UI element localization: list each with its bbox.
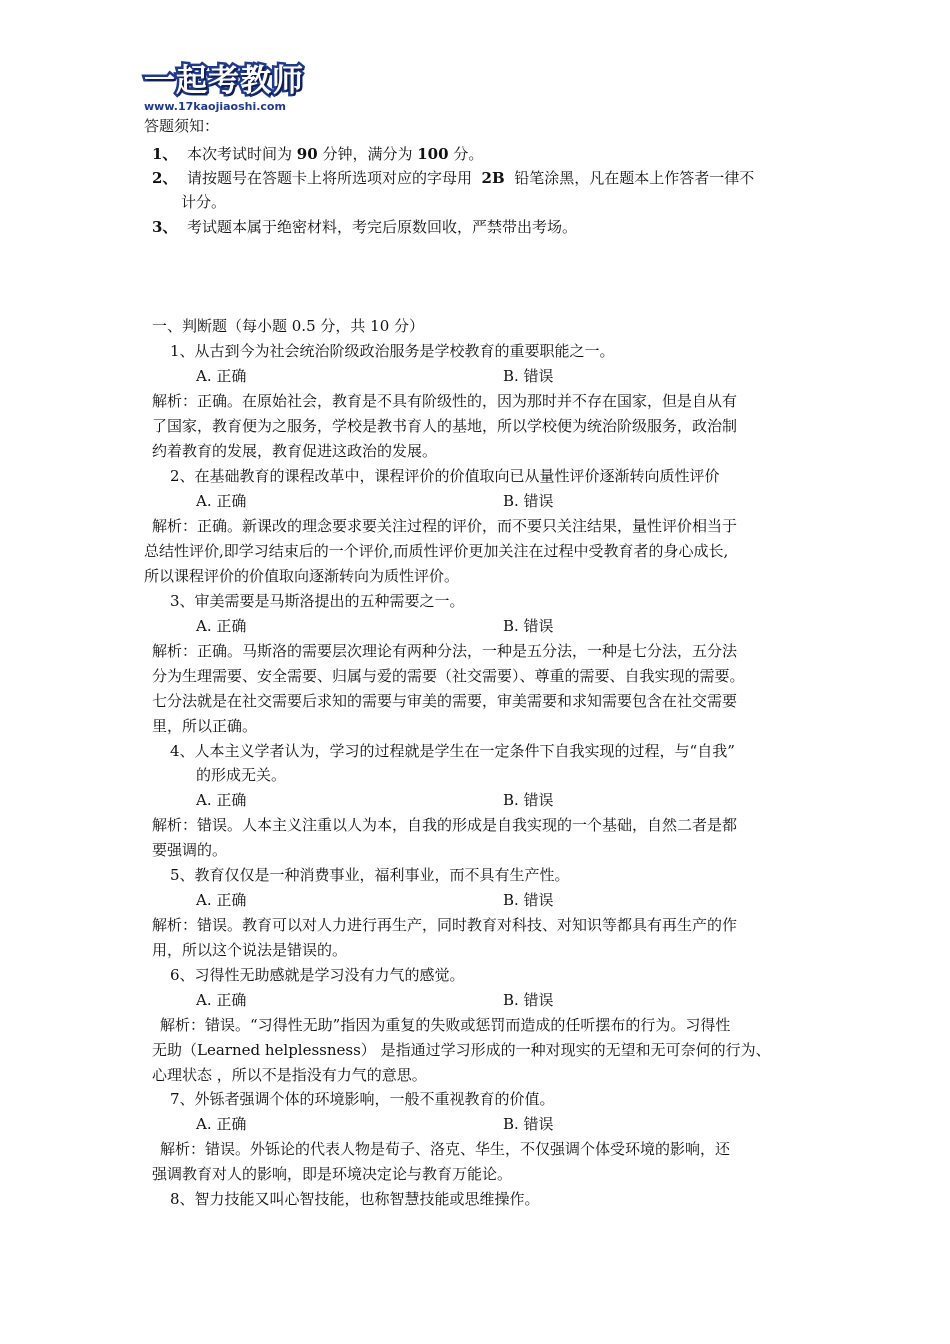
answer-6-line: 无助（Learned helplessness） 是指通过学习形成的一种对现实的无望和无可奈何的行为、 bbox=[152, 1041, 771, 1059]
option-a: A. 正确 bbox=[196, 492, 247, 510]
option-b: B. 错误 bbox=[503, 991, 554, 1009]
option-b: B. 错误 bbox=[503, 492, 554, 510]
question-7: 7、外铄者强调个体的环境影响，一般不重视教育的价值。 bbox=[170, 1090, 555, 1108]
option-a: A. 正确 bbox=[196, 891, 247, 909]
option-b: B. 错误 bbox=[503, 891, 554, 909]
answer-6-line: 解析：错误。“习得性无助”指因为重复的失败或惩罚而造成的任听摆布的行为。习得性 bbox=[160, 1016, 731, 1034]
notice-item-3: 3、 考试题本属于绝密材料，考完后原数回收，严禁带出考场。 bbox=[152, 218, 577, 236]
answer-2-line: 所以课程评价的价值取向逐渐转向为质性评价。 bbox=[144, 567, 460, 585]
answer-1-line: 解析：正确。在原始社会，教育是不具有阶级性的，因为那时并不存在国家，但是自从有 bbox=[152, 392, 738, 410]
section-title: 一、判断题（每小题 0.5 分，共 10 分） bbox=[152, 317, 425, 335]
option-a: A. 正确 bbox=[196, 791, 247, 809]
question-4: 4、人本主义学者认为，学习的过程就是学生在一定条件下自我实现的过程，与“自我” bbox=[170, 742, 735, 760]
answer-1-line: 了国家，教育便为之服务，学校是教书育人的基地，所以学校便为统治阶级服务，政治制 bbox=[152, 417, 738, 435]
brand-logo bbox=[144, 64, 314, 113]
answer-4-line: 解析：错误。人本主义注重以人为本，自我的形成是自我实现的一个基础，自然二者是都 bbox=[152, 816, 738, 834]
answer-5-line: 用，所以这个说法是错误的。 bbox=[152, 941, 348, 959]
option-b: B. 错误 bbox=[503, 617, 554, 635]
option-b: B. 错误 bbox=[503, 367, 554, 385]
answer-3-line: 七分法就是在社交需要后求知的需要与审美的需要，审美需要和求知需要包含在社交需要 bbox=[152, 692, 738, 710]
answer-2-line: 总结性评价,即学习结束后的一个评价,而质性评价更加关注在过程中受教育者的身心成长, bbox=[144, 542, 729, 560]
answer-6-line: 心理状态 ，所以不是指没有力气的意思。 bbox=[152, 1066, 427, 1084]
question-8: 8、智力技能又叫心智技能，也称智慧技能或思维操作。 bbox=[170, 1190, 540, 1208]
notice-item-num: 3、 bbox=[152, 218, 178, 236]
answer-2-line: 解析：正确。新课改的理念要求要关注过程的评价，而不要只关注结果，量性评价相当于 bbox=[152, 517, 738, 535]
notice-item-2: 2、 请按题号在答题卡上将所选项对应的字母用 2B 铅笔涂黑，凡在题本上作答者一律不 bbox=[152, 169, 755, 187]
question-1: 1、从古到今为社会统治阶级政治服务是学校教育的重要职能之一。 bbox=[170, 342, 615, 360]
answer-3-line: 分为生理需要、安全需要、归属与爱的需要（社交需要）、尊重的需要、自我实现的需要。 bbox=[152, 667, 745, 685]
question-4-cont: 的形成无关。 bbox=[196, 766, 287, 784]
answer-3-line: 里，所以正确。 bbox=[152, 717, 258, 735]
option-a: A. 正确 bbox=[196, 1115, 247, 1133]
option-b: B. 错误 bbox=[503, 791, 554, 809]
answer-4-line: 要强调的。 bbox=[152, 841, 228, 859]
option-a: A. 正确 bbox=[196, 617, 247, 635]
notice-item-num: 1、 bbox=[152, 145, 178, 163]
question-2: 2、在基础教育的课程改革中，课程评价的价值取向已从量性评价逐渐转向质性评价 bbox=[170, 467, 720, 485]
notice-item-2-cont: 计分。 bbox=[181, 193, 227, 211]
option-a: A. 正确 bbox=[196, 991, 247, 1009]
notice-item-num: 2、 bbox=[152, 169, 178, 187]
question-3: 3、审美需要是马斯洛提出的五种需要之一。 bbox=[170, 592, 465, 610]
answer-7-line: 解析：错误。外铄论的代表人物是荀子、洛克、华生，不仅强调个体受环境的影响，还 bbox=[160, 1140, 731, 1158]
notice-title: 答题须知： bbox=[144, 117, 220, 135]
notice-item-1: 1、 本次考试时间为 90 分钟，满分为 100 分。 bbox=[152, 145, 484, 163]
answer-1-line: 约着教育的发展，教育促进这政治的发展。 bbox=[152, 442, 438, 460]
logo-url: www.17kaojiaoshi.com bbox=[144, 100, 286, 113]
option-b: B. 错误 bbox=[503, 1115, 554, 1133]
option-a: A. 正确 bbox=[196, 367, 247, 385]
answer-7-line: 强调教育对人的影响，即是环境决定论与教育万能论。 bbox=[152, 1165, 513, 1183]
question-6: 6、习得性无助感就是学习没有力气的感觉。 bbox=[170, 966, 465, 984]
answer-5-line: 解析：错误。教育可以对人力进行再生产，同时教育对科技、对知识等都具有再生产的作 bbox=[152, 916, 738, 934]
logo-text: 一起考教师 bbox=[144, 63, 304, 99]
question-5: 5、教育仅仅是一种消费事业，福利事业，而不具有生产性。 bbox=[170, 866, 570, 884]
answer-3-line: 解析：正确。马斯洛的需要层次理论有两种分法，一种是五分法，一种是七分法，五分法 bbox=[152, 642, 738, 660]
